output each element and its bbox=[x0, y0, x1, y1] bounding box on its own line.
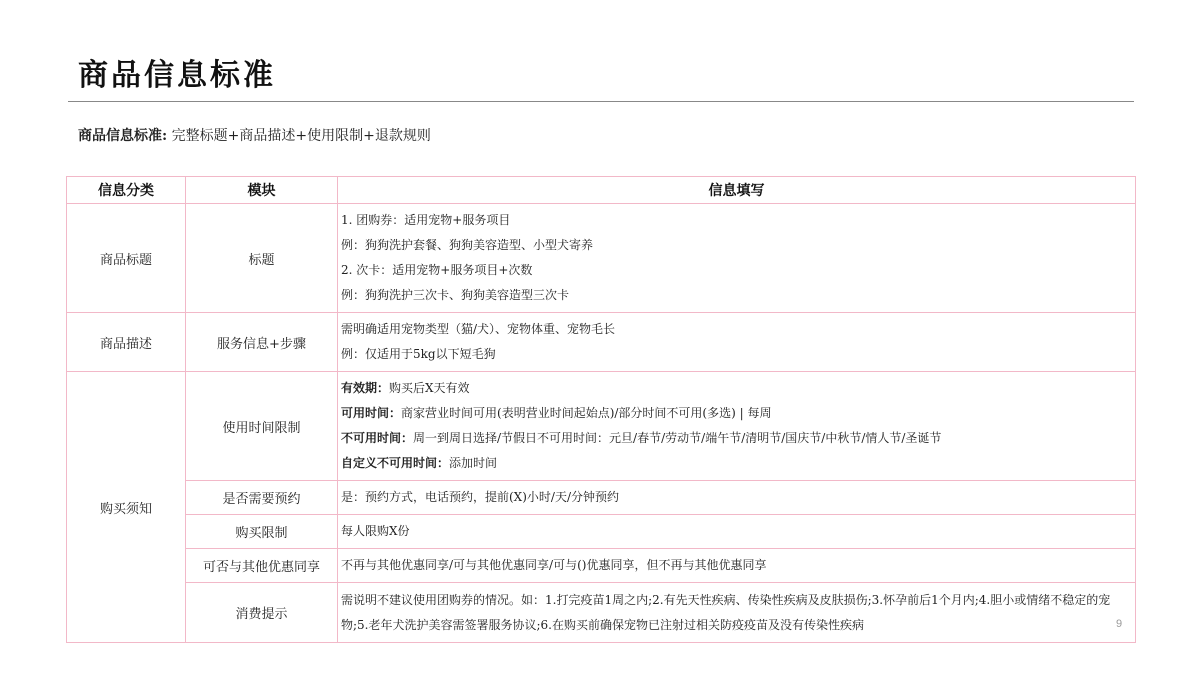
content-cell bbox=[338, 583, 1136, 643]
content-paragraph: 需说明不建议使用团购券的情况。如：1.打完疫苗1周之内;2.有先天性疾病、传染性疾病及皮肤损伤;3.怀孕前后1个月内;4.胆小或情绪不稳定的宠物;5.老年犬洗护美容需签署服务协议;6.在购买前确保宠物已注射过相关防疫疫苗及没有传染性疾病 bbox=[341, 592, 1111, 632]
line-label: 有效期： bbox=[341, 381, 390, 395]
line-text: 周一到周日选择/节假日不可用时间：元旦/春节/劳动节/端午节/清明节/国庆节/中秋节/情人节/圣诞节 bbox=[413, 431, 942, 445]
content-cell bbox=[338, 549, 1136, 583]
module-cell: 消费提示 bbox=[186, 583, 338, 643]
category-cell: 购买须知 bbox=[67, 372, 186, 643]
page-title: 商品信息标准 bbox=[78, 58, 276, 93]
content-cell bbox=[338, 515, 1136, 549]
category-cell: 商品描述 bbox=[67, 313, 186, 372]
content-line: 是：预约方式，电话预约，提前(X)小时/天/分钟预约 bbox=[341, 490, 619, 504]
content-line: 例：仅适用于5kg以下短毛狗 bbox=[341, 347, 496, 361]
title-divider bbox=[68, 101, 1134, 102]
header-category: 信息分类 bbox=[67, 177, 186, 204]
module-cell: 可否与其他优惠同享 bbox=[186, 549, 338, 583]
table-row bbox=[67, 204, 1136, 313]
table-row bbox=[67, 372, 1136, 481]
content-line bbox=[341, 451, 1132, 476]
content-line bbox=[341, 401, 1132, 426]
module-cell: 标题 bbox=[186, 204, 338, 313]
content-line: 不再与其他优惠同享/可与其他优惠同享/可与()优惠同享，但不再与其他优惠同享 bbox=[341, 558, 767, 572]
module-cell: 购买限制 bbox=[186, 515, 338, 549]
module-cell: 是否需要预约 bbox=[186, 481, 338, 515]
content-line: 需明确适用宠物类型（猫/犬）、宠物体重、宠物毛长 bbox=[341, 322, 616, 336]
subtitle-text: 完整标题+商品描述+使用限制+退款规则 bbox=[171, 128, 431, 144]
content-line: 每人限购X份 bbox=[341, 524, 410, 538]
info-standard-table bbox=[66, 176, 1136, 643]
header-module: 模块 bbox=[186, 177, 338, 204]
table-row bbox=[67, 549, 1136, 583]
header-content: 信息填写 bbox=[338, 177, 1136, 204]
content-line: 例：狗狗洗护套餐、狗狗美容造型、小型犬寄养 bbox=[341, 238, 594, 252]
line-label: 自定义不可用时间： bbox=[341, 456, 450, 470]
table-row bbox=[67, 583, 1136, 643]
line-label: 可用时间： bbox=[341, 406, 402, 420]
content-line bbox=[341, 426, 1132, 451]
content-line: 2. 次卡：适用宠物+服务项目+次数 bbox=[341, 263, 533, 277]
content-line bbox=[341, 376, 1132, 401]
content-cell bbox=[338, 313, 1136, 372]
content-line: 1. 团购券：适用宠物+服务项目 bbox=[341, 213, 511, 227]
line-label: 不可用时间： bbox=[341, 431, 414, 445]
content-cell bbox=[338, 372, 1136, 481]
table-row bbox=[67, 313, 1136, 372]
content-cell bbox=[338, 204, 1136, 313]
table-header-row bbox=[67, 177, 1136, 204]
line-text: 添加时间 bbox=[449, 456, 498, 470]
module-cell: 使用时间限制 bbox=[186, 372, 338, 481]
category-cell: 商品标题 bbox=[67, 204, 186, 313]
line-text: 商家营业时间可用(表明营业时间起始点)/部分时间不可用(多选) | 每周 bbox=[401, 406, 772, 420]
subtitle-label: 商品信息标准: bbox=[78, 128, 168, 144]
page-number: 9 bbox=[1116, 618, 1123, 630]
content-cell bbox=[338, 481, 1136, 515]
subtitle bbox=[78, 125, 431, 147]
table-row bbox=[67, 515, 1136, 549]
table-row bbox=[67, 481, 1136, 515]
content-line: 例：狗狗洗护三次卡、狗狗美容造型三次卡 bbox=[341, 288, 570, 302]
module-cell: 服务信息+步骤 bbox=[186, 313, 338, 372]
line-text: 购买后X天有效 bbox=[389, 381, 470, 395]
